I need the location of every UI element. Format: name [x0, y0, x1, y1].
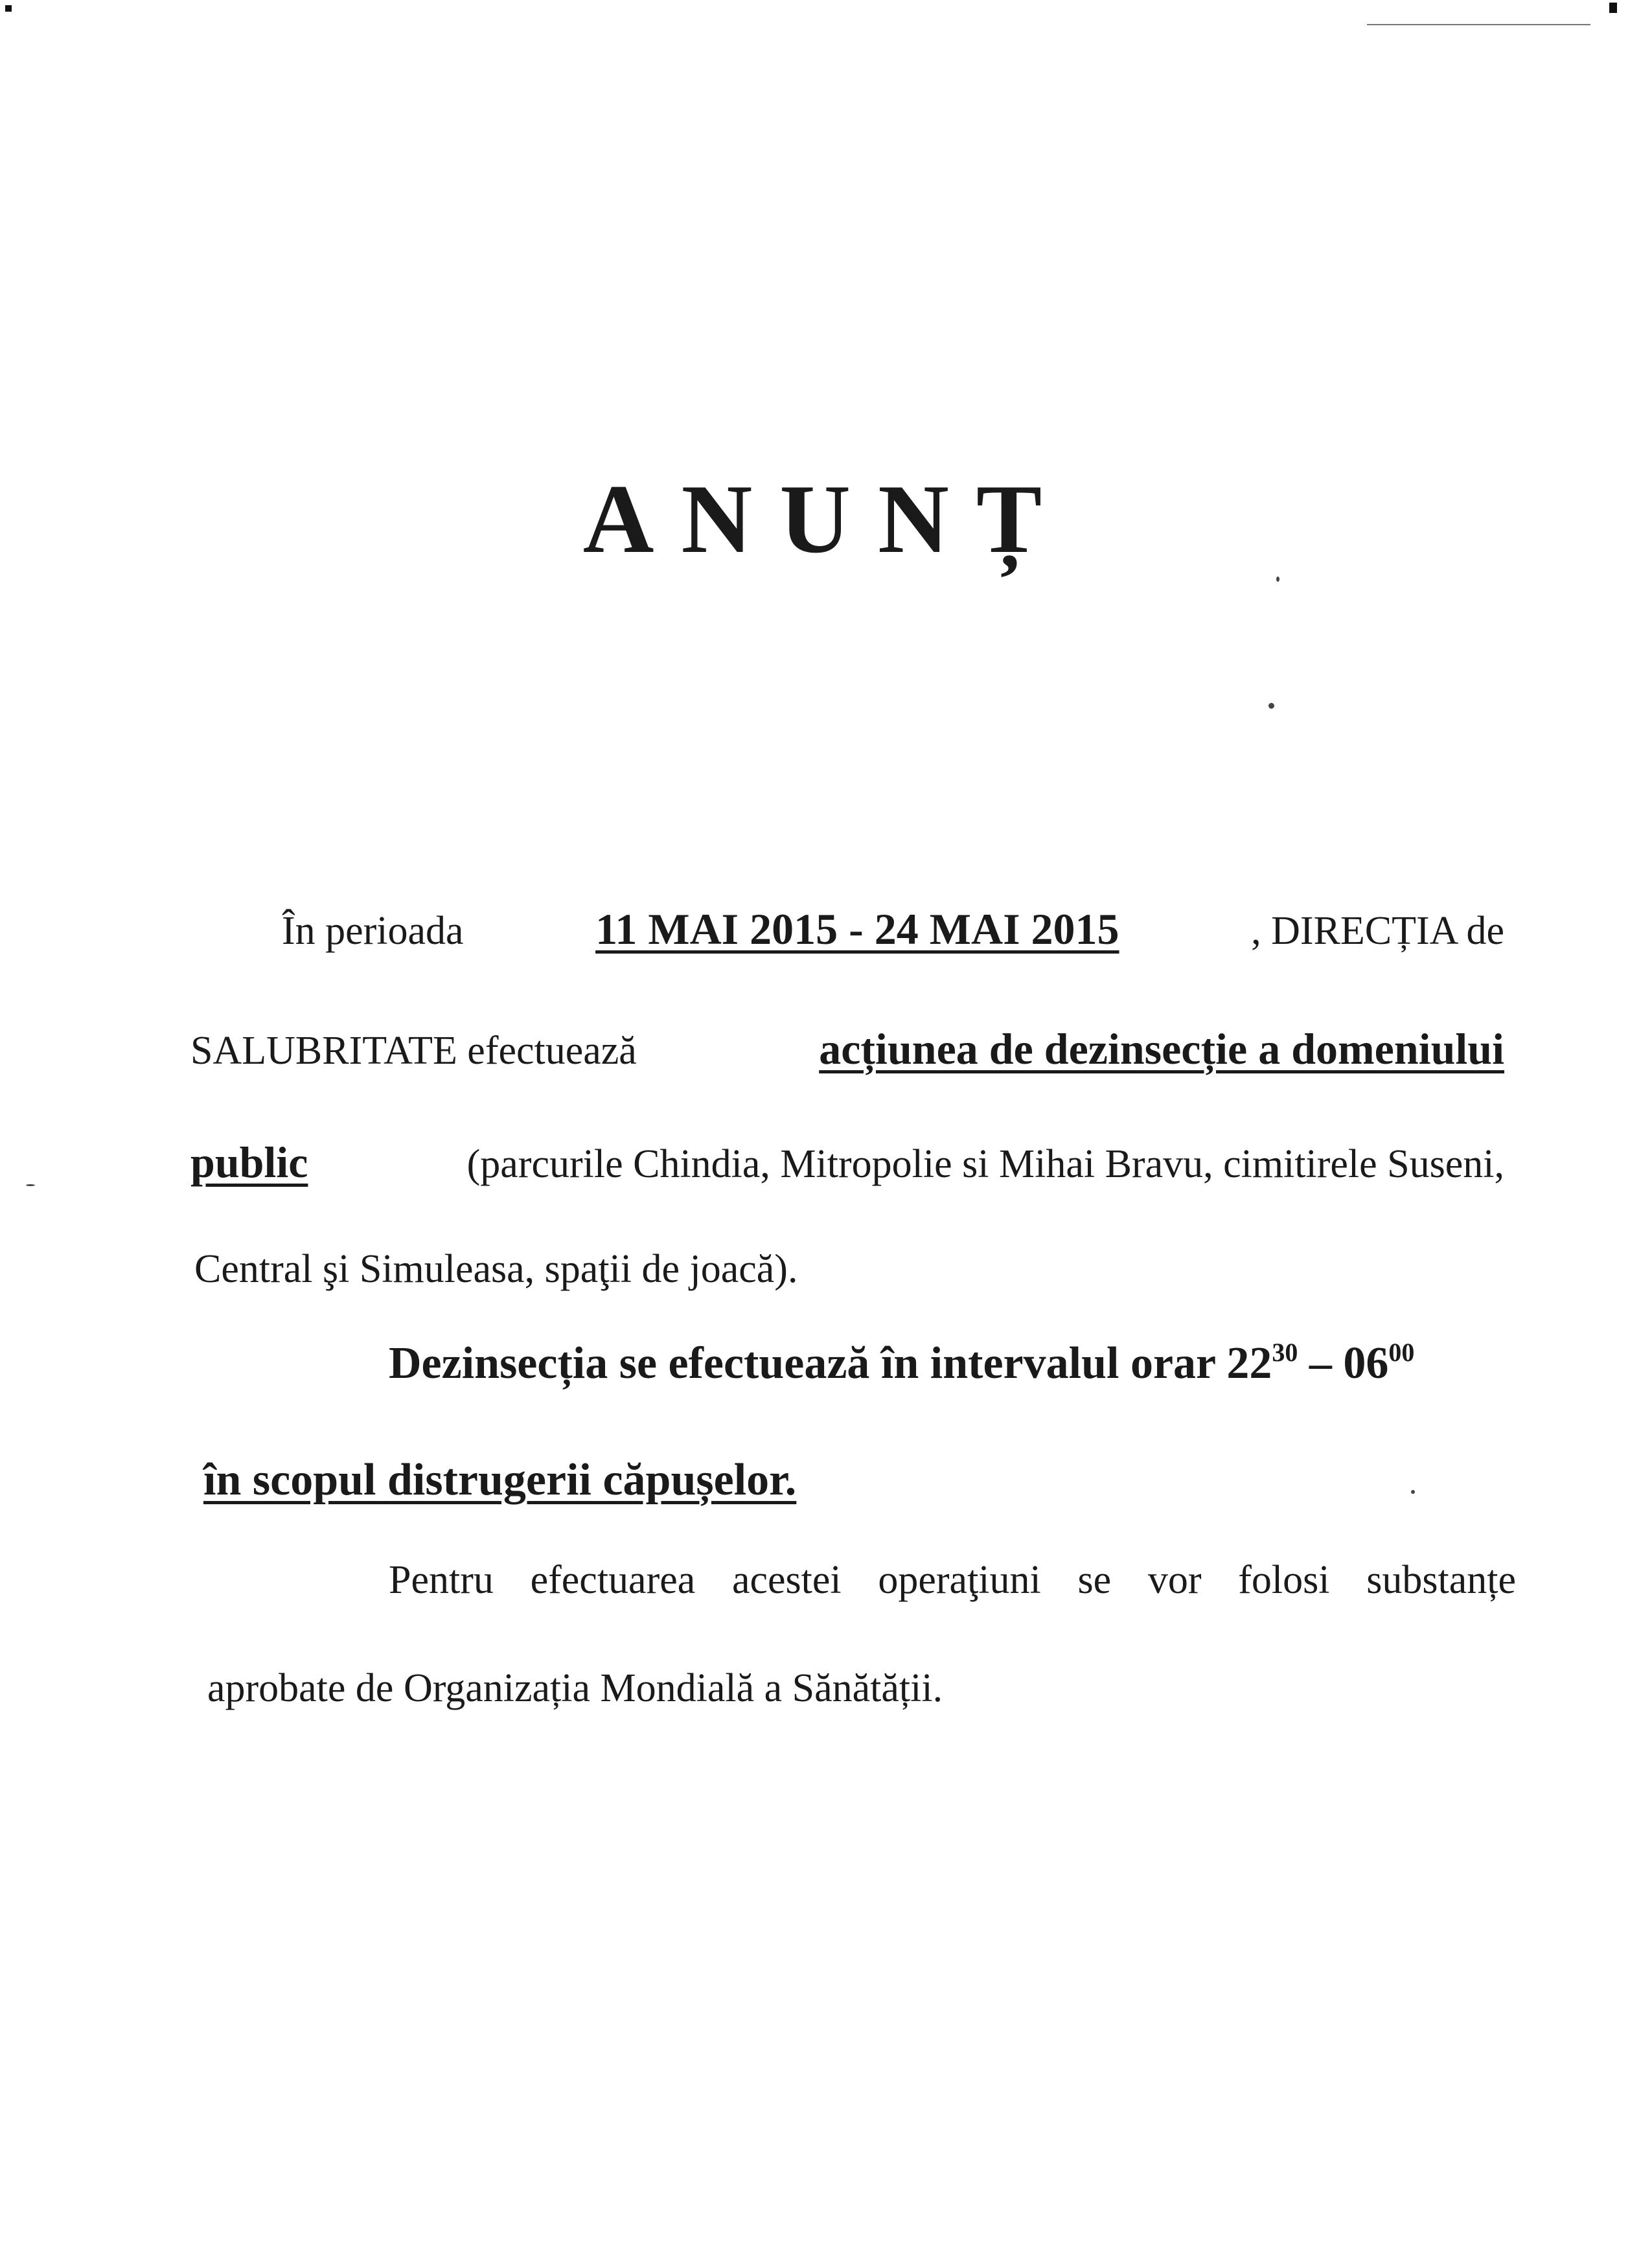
scan-corner-mark — [5, 5, 12, 12]
paragraph1-line2 — [190, 1024, 1504, 1073]
action-description: acțiunea de dezinsecție a domeniului — [819, 1024, 1504, 1073]
time-dash: – — [1309, 1338, 1332, 1388]
paragraph3-line1: Pentru efectuarea acestei operaţiuni se vor folosi substanțe — [389, 1558, 1516, 1602]
locations-text: (parcurile Chindia, Mitropolie si Mihai Bravu, cimitirele Suseni, — [466, 1142, 1504, 1186]
scan-header-rule — [1367, 24, 1590, 25]
scan-speck — [1276, 577, 1279, 582]
schedule-line — [389, 1338, 1415, 1388]
schedule-text: Dezinsecția se efectuează în intervalul orar 22 — [389, 1338, 1272, 1388]
scan-speck — [1411, 1490, 1415, 1494]
scan-speck — [26, 1184, 35, 1186]
action-description-end: public — [190, 1138, 308, 1187]
end-minutes: 00 — [1388, 1338, 1415, 1367]
purpose-line: în scopul distrugerii căpușelor. — [203, 1455, 797, 1505]
paragraph1-line4: Central şi Simuleasa, spaţii de joacă). — [194, 1247, 798, 1291]
scan-corner-mark — [1609, 3, 1617, 13]
paragraph3-line2: aprobate de Organizația Mondială a Sănătății. — [207, 1666, 943, 1710]
end-hour: 06 — [1343, 1338, 1389, 1388]
scan-speck — [1268, 703, 1274, 709]
paragraph1-line1 — [282, 904, 1504, 954]
period-dates: 11 MAI 2015 - 24 MAI 2015 — [595, 904, 1119, 954]
document-title: ANUNȚ — [582, 464, 1070, 573]
department-name: , DIRECȚIA de — [1251, 909, 1504, 953]
paragraph1-line3 — [190, 1138, 1504, 1187]
service-name: SALUBRITATE efectuează — [190, 1029, 637, 1073]
period-label: În perioada — [282, 909, 464, 953]
start-minutes: 30 — [1272, 1338, 1298, 1367]
